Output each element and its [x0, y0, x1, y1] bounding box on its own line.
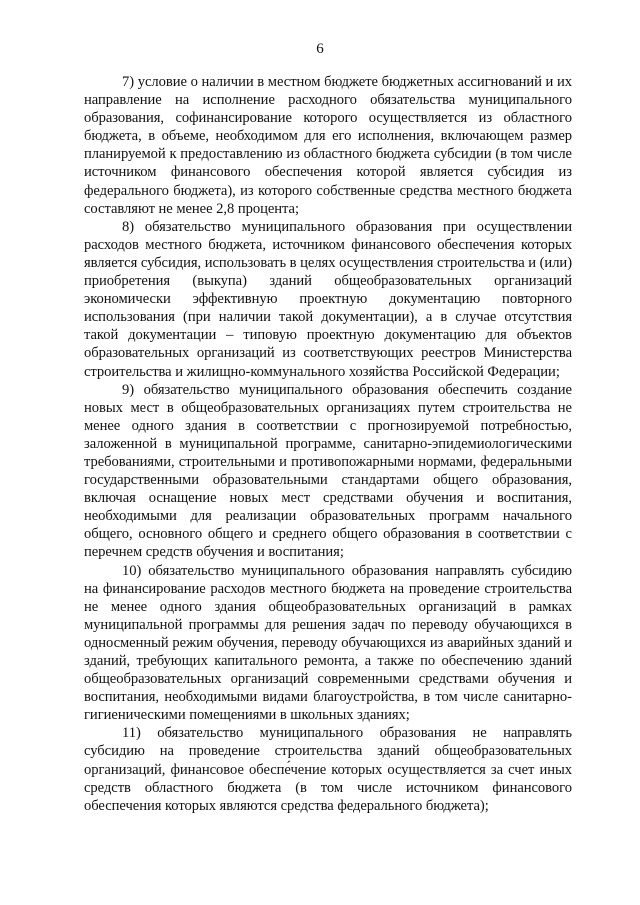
document-body — [84, 73, 572, 815]
paragraph-item-11: 11) обязательство муниципального образования не направлять субсидию на проведение строительства зданий общеобразовательных организаций, финансовое обеспе́чение которых осуществляется за счет иных средств областного бюджета (в том числе источником финансового обеспечения которых являются средства федерального бюджета); — [84, 725, 572, 814]
paragraph-item-8: 8) обязательство муниципального образования при осуществлении расходов местного бюджета, источником финансового обеспечения которых является субсидия, использовать в целях осуществления строительства и (или) приобретения (выкупа) зданий общеобразовательных организаций экономически эффективную проектную документацию повторного использования (при наличии такой документации), а в случае отсутствия такой документации – типовую проектную документацию для объектов образовательных организаций из соответствующих реестров Министерства строительства и жилищно-коммунального хозяйства Российской Федерации; — [84, 218, 572, 380]
page-number: 6 — [316, 41, 324, 57]
paragraph-item-9: 9) обязательство муниципального образования обеспечить создание новых мест в общеобразовательных организациях путем строительства не менее одного здания в соответствии с прогнозируемой потребностью, заложенной в муниципальной программе, санитарно-эпидемиологическими требованиями, строительными и противопожарными нормами, федеральными государственными образовательными стандартами общего образования, включая оснащение новых мест средствами обучения и воспитания, необходимыми для реализации образовательных программ начального общего, основного общего и среднего общего образования в соответствии с перечнем средств обучения и воспитания; — [84, 381, 572, 561]
paragraph-item-10: 10) обязательство муниципального образования направлять субсидию на финансирование расходов местного бюджета на проведение строительства не менее одного здания общеобразовательных организаций в рамках муниципальной программы для решения задач по переводу обучающихся в односменный режим обучения, переводу обучающихся из аварийных зданий и зданий, требующих капитального ремонта, а также по обеспечению зданий общеобразовательных организаций современными средствами обучения и воспитания, необходимыми видами благоустройства, в том числе санитарно-гигиеническими помещениями в школьных зданиях; — [84, 562, 572, 724]
paragraph-item-7: 7) условие о наличии в местном бюджете бюджетных ассигнований и их направление на исполнение расходного обязательства муниципального образования, софинансирование которого осуществляется из областного бюджета, в объеме, необходимом для его исполнения, включающем размер планируемой к предоставлению из областного бюджета субсидии (в том числе источником финансового обеспечения которой является субсидия из федерального бюджета), из которого собственные средства местного бюджета составляют не менее 2,8 процента; — [84, 74, 572, 217]
